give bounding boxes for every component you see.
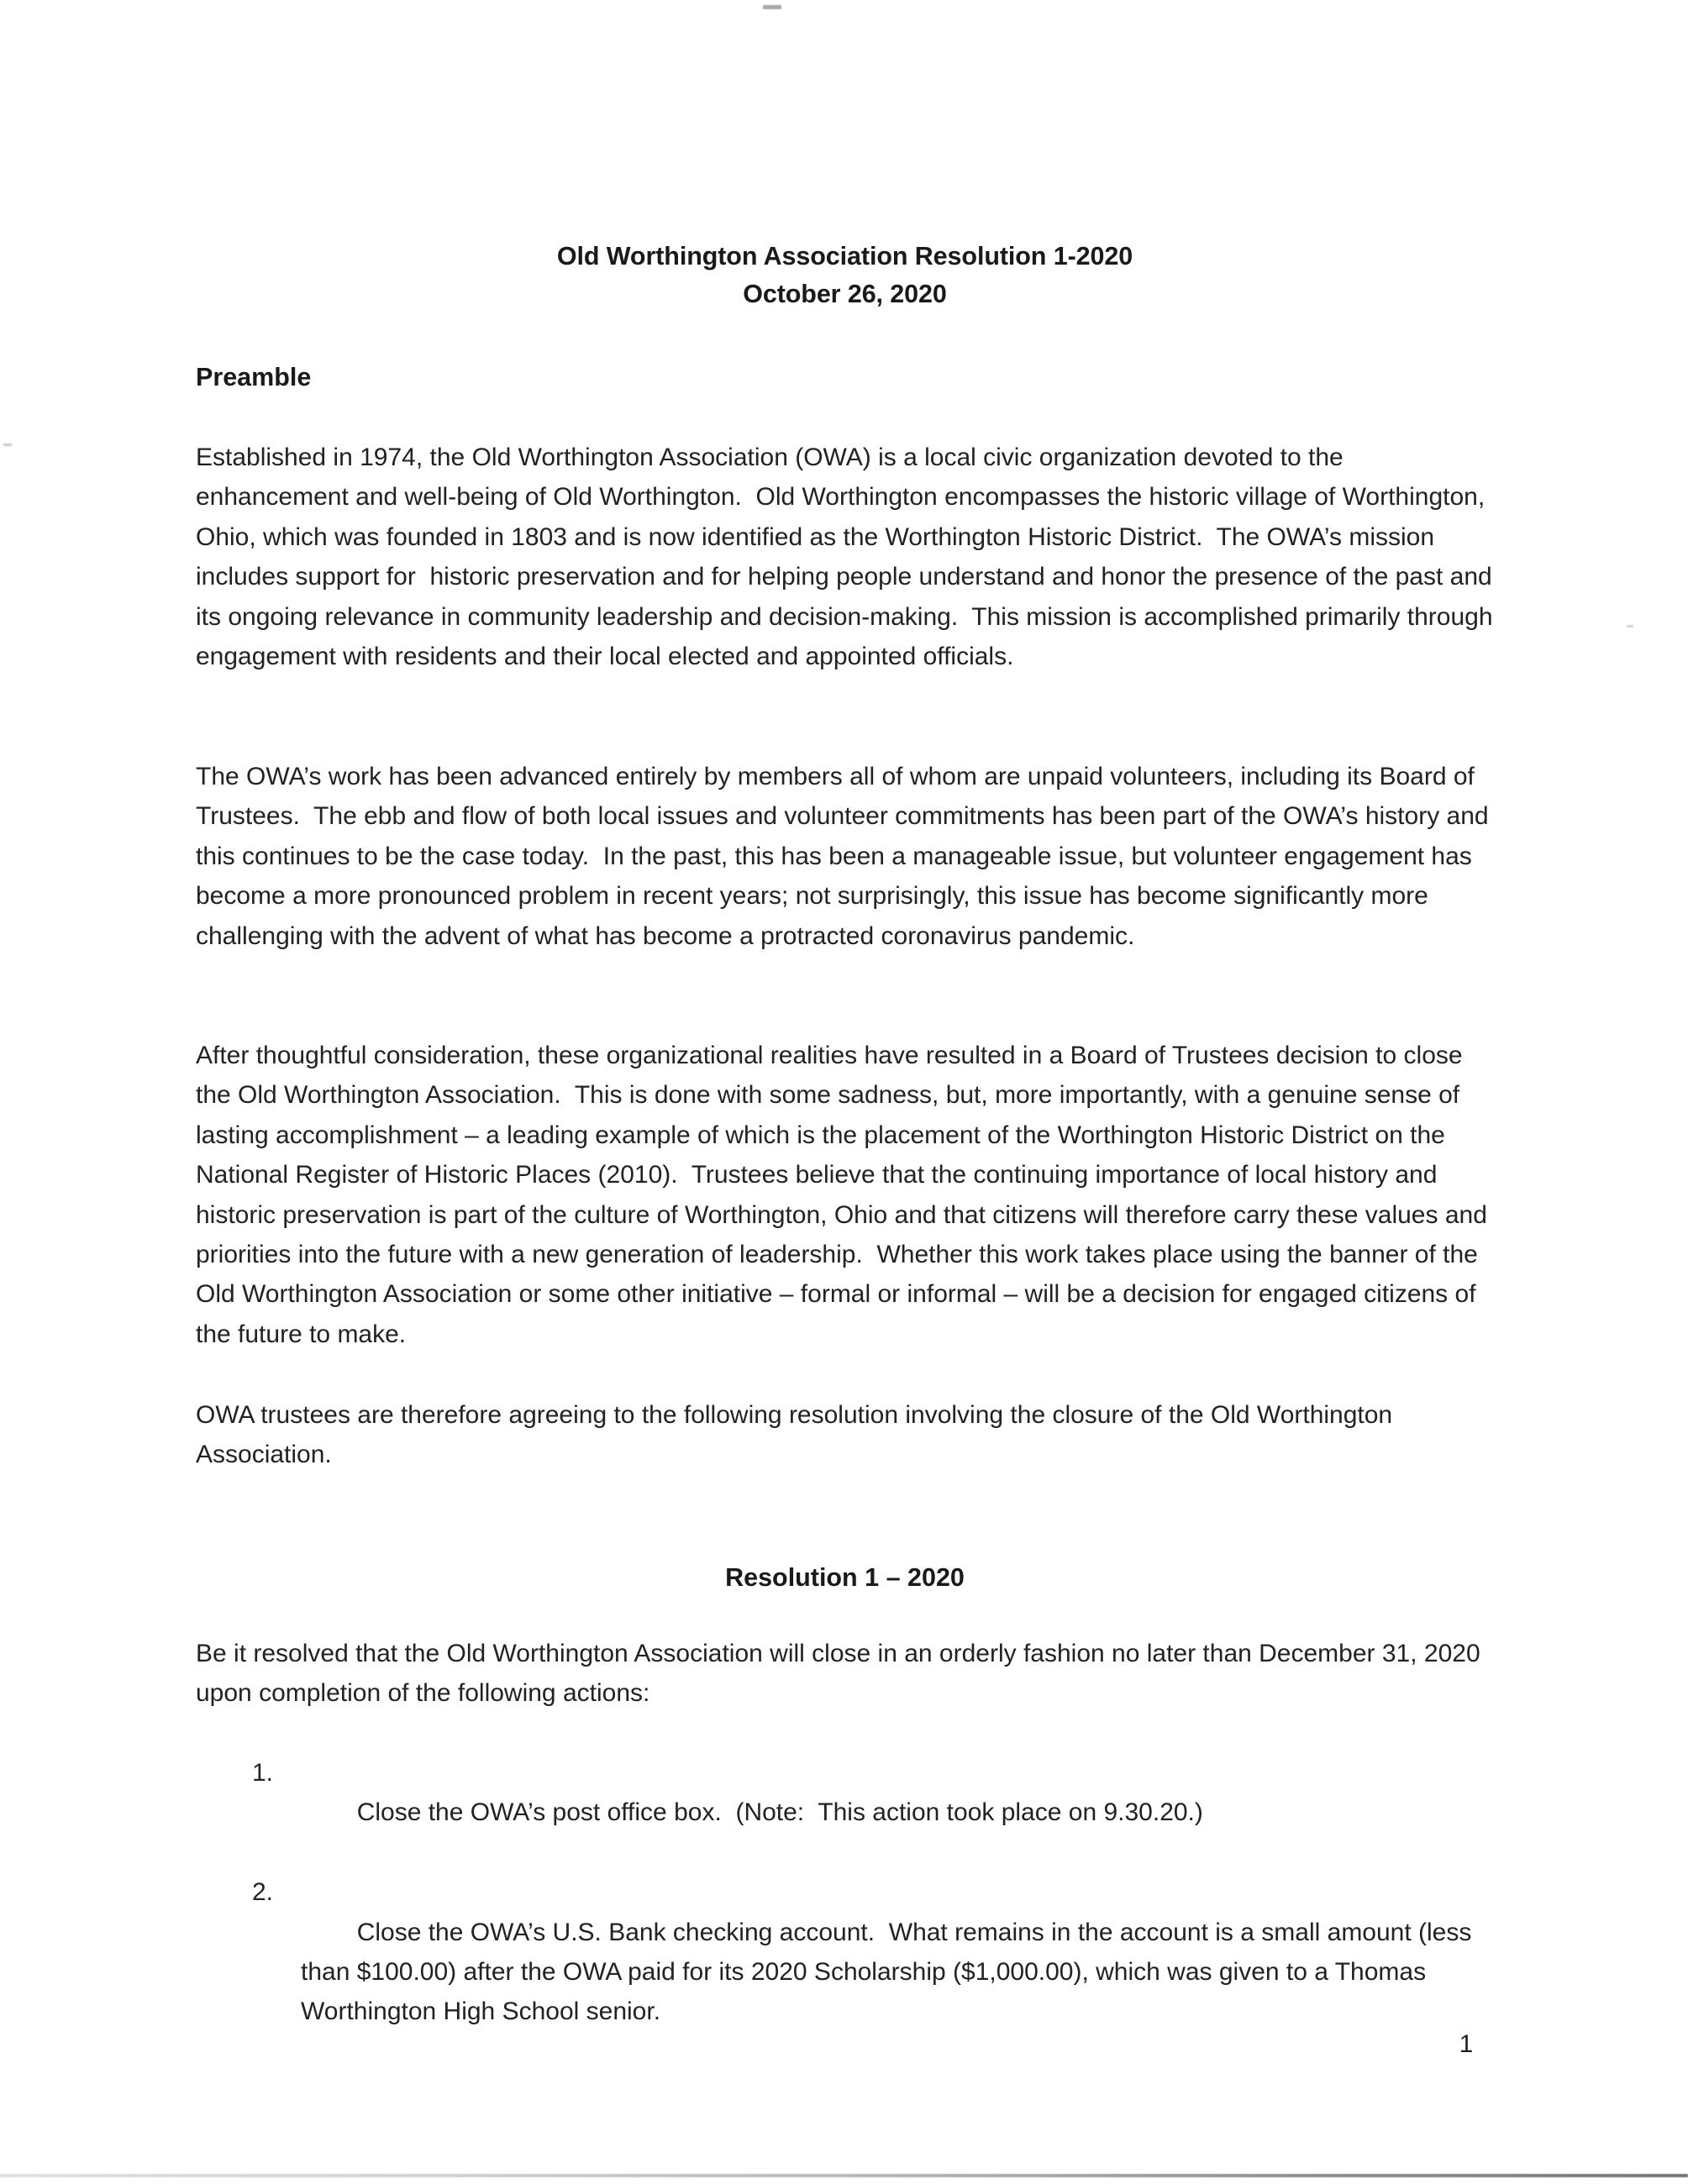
paragraph-preamble-2: The OWA’s work has been advanced entirely by members all of whom are unpaid volunteers, including its Board of Trustees. The ebb and flow of both local issues and volunteer commitments has been part of the OWA’s history and this continues to be the case today. In the past, this has been a manageable issue, but volunteer engagement has become a more pronounced problem in recent years; not surprisingly, this issue has become significantly more challenging with the advent of what has become a protracted coronavirus pandemic. xyxy=(196,763,1496,950)
heading-resolution: Resolution 1 – 2020 xyxy=(725,1563,965,1592)
resolution-actions-list xyxy=(252,1753,1494,2071)
paragraph-preamble-4: OWA trustees are therefore agreeing to the following resolution involving the closure of the Old Worthington Association. xyxy=(196,1401,1398,1469)
paragraph-preamble-3: After thoughtful consideration, these organizational realities have resulted in a Board of Trustees decision to close the Old Worthington Association. This is done with some sadness, but, more importantly, with a genuine sense of lasting accomplishment – a leading example of which is the placement of the Worthington Historic District on the National Register of Historic Places (2010). Trustees believe that the continuing importance of local history and historic preservation is part of the culture of Worthington, Ohio and that citizens will therefore carry these values and priorities into the future with a new generation of leadership. Whether this work takes place using the banner of the Old Worthington Association or some other initiative – formal or informal – will be a decision for engaged citizens of the future to make. xyxy=(196,1042,1495,1348)
scan-artifact-bottom-edge-icon xyxy=(0,2174,1688,2177)
paragraph-resolution-intro: Be it resolved that the Old Worthington Association will close in an orderly fashion no later than December 31, 2020 upon completion of the following actions: xyxy=(196,1640,1487,1708)
list-item-text: Close the OWA’s post office box. (Note: This action took place on 9.30.20.) xyxy=(356,1798,1203,1827)
document-title: Old Worthington Association Resolution 1-2020 xyxy=(556,242,1133,270)
page-number: 1 xyxy=(1459,2030,1474,2058)
paragraph-preamble-1: Established in 1974, the Old Worthington Association (OWA) is a local civic organization devoted to the enhancement and well-being of Old Worthington. Old Worthington encompasses the historic village of Worthington, Ohio, which was founded in 1803 and is now identified as the Worthington Historic District. The OWA’s mission includes support for historic preservation and for helping people understand and honor the presence of the past and its ongoing relevance in community leadership and decision-making. This mission is accomplished primarily through engagement with residents and their local elected and appointed officials. xyxy=(196,444,1500,671)
scan-artifact-left-mark-icon xyxy=(3,444,12,446)
list-item-marker: 1. xyxy=(252,1759,274,1787)
list-item-text: Close the OWA’s U.S. Bank checking account. What remains in the account is a small amount (less than $100.00) after the OWA paid for its 2020 Scholarship ($1,000.00), which was given to a Thomas Worthington High School senior. xyxy=(301,1918,1479,2026)
heading-preamble: Preamble xyxy=(196,363,312,391)
list-item-marker: 2. xyxy=(252,1878,274,1907)
list-item xyxy=(252,1753,1494,1872)
document-date: October 26, 2020 xyxy=(743,280,947,308)
scan-artifact-right-mark-icon xyxy=(1627,625,1633,627)
list-item xyxy=(252,1872,1494,2071)
scan-artifact-smudge-icon xyxy=(763,5,781,9)
